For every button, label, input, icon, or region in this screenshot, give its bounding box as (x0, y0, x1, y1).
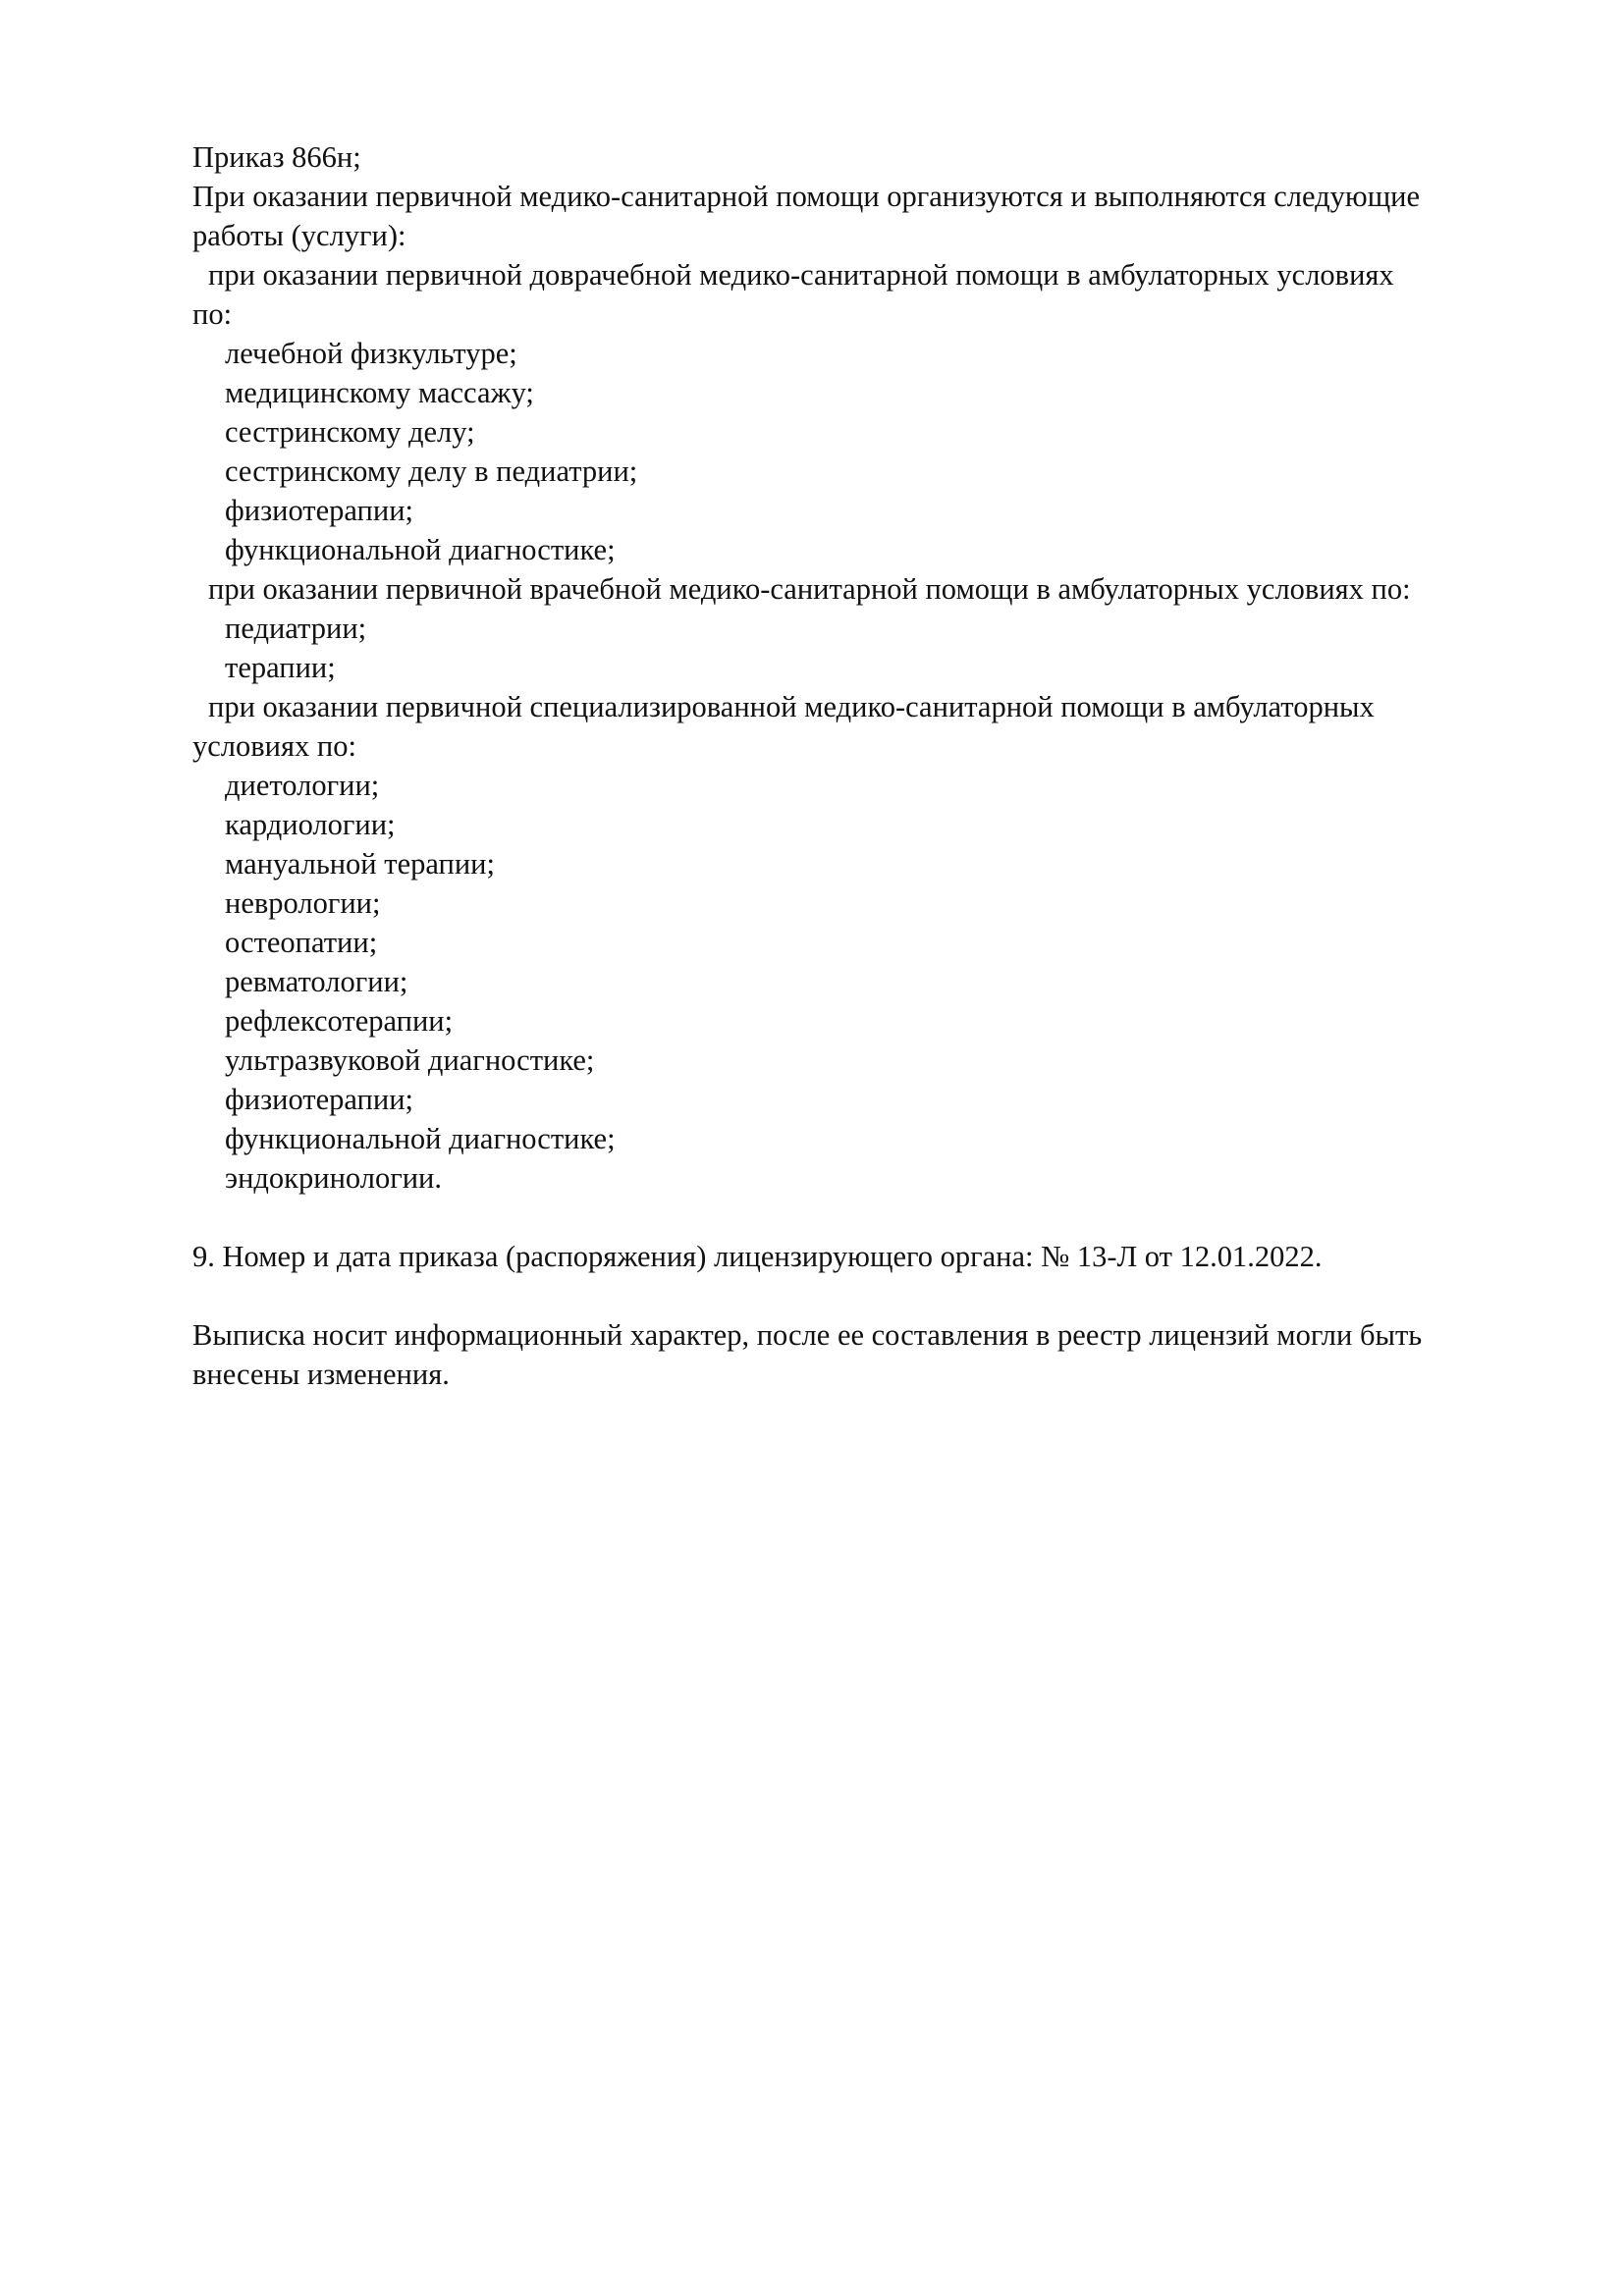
document-body (192, 137, 1547, 1394)
list-item: ультразвуковой диагностике; (225, 1043, 595, 1077)
list-item: физиотерапии; (225, 1083, 413, 1116)
list-item: сестринскому делу в педиатрии; (225, 454, 638, 488)
list-item: остеопатии; (225, 926, 378, 959)
list-item: мануальной терапии; (225, 847, 495, 881)
paragraph-spacer (192, 1198, 1547, 1237)
section-heading-line-2: условиях по: (192, 729, 356, 763)
order-number-line: 9. Номер и дата приказа (распоряжения) лицензирующего органа: № 13-Л от 12.01.2022. (192, 1240, 1323, 1273)
section-heading-line-2: по: (192, 297, 233, 331)
intro-line-2: работы (услуги): (192, 219, 406, 252)
list-item: ревматологии; (225, 965, 408, 998)
list-item: лечебной физкультуре; (225, 337, 517, 370)
section-heading-line-1: при оказании первичной специализированной медико-санитарной помощи в амбулаторных (208, 690, 1375, 723)
list-item: педиатрии; (225, 612, 367, 645)
list-item: диетологии; (225, 769, 380, 802)
list-item: физиотерапии; (225, 494, 413, 527)
list-item: сестринскому делу; (225, 415, 475, 449)
list-item: функциональной диагностике; (225, 533, 616, 566)
paragraph-spacer (192, 1276, 1547, 1315)
list-item: рефлексотерапии; (225, 1004, 454, 1038)
order-reference: Приказ 866н; (192, 140, 361, 174)
list-item: терапии; (225, 651, 336, 684)
list-item: неврологии; (225, 886, 381, 920)
list-item: кардиологии; (225, 808, 396, 841)
list-item: эндокринологии. (225, 1161, 442, 1195)
intro-line-1: При оказании первичной медико-санитарной помощи организуются и выполняются следующие (192, 180, 1421, 213)
disclaimer-line-1: Выписка носит информационный характер, после ее составления в реестр лицензий могли быть (192, 1318, 1423, 1352)
list-item: функциональной диагностике; (225, 1122, 616, 1155)
list-item: медицинскому массажу; (225, 376, 534, 409)
section-heading-line-1: при оказании первичной доврачебной медико-санитарной помощи в амбулаторных условиях (208, 258, 1394, 292)
disclaimer-line-2: внесены изменения. (192, 1358, 450, 1391)
section-heading: при оказании первичной врачебной медико-санитарной помощи в амбулаторных условиях по: (208, 572, 1411, 606)
